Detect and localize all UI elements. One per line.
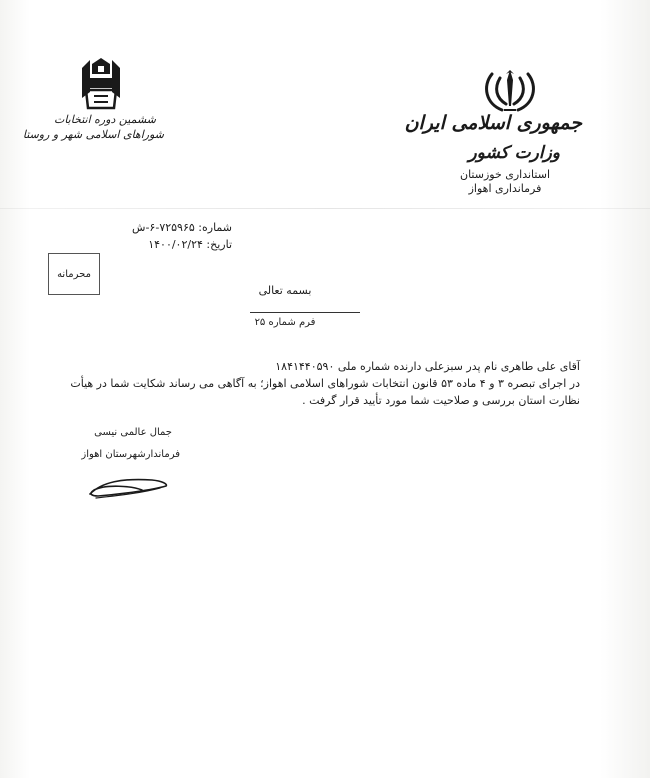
election-council-name: شوراهای اسلامی شهر و روستا	[22, 128, 164, 141]
body-line-2: در اجرای تبصره ۳ و ۴ ماده ۵۳ قانون انتخابات شوراهای اسلامی اهواز؛ به آگاهی می رساند شکایت شما در هیأت	[70, 377, 580, 390]
ballot-box-emblem-icon	[74, 58, 128, 114]
signer-title: فرماندارشهرستان اهواز	[81, 449, 180, 460]
body-line-3: نظارت استان بررسی و صلاحیت شما مورد تأیید قرار گرفت .	[302, 394, 580, 407]
signer-name: جمال عالمی نیسی	[94, 427, 172, 438]
iran-emblem-icon	[480, 66, 540, 116]
letter-date	[112, 238, 232, 251]
heading-divider	[250, 312, 360, 313]
letter-number	[112, 221, 232, 234]
confidential-stamp: محرمانه	[48, 253, 100, 295]
election-period: ششمین دوره انتخابات	[53, 113, 156, 126]
form-number: فرم شماره ۲۵	[254, 317, 316, 328]
body-line-1: آقای علی طاهری نام پدر سبزعلی دارنده شماره ملی ۱۸۴۱۴۴۰۵۹۰	[275, 360, 580, 373]
ministry-name: وزارت کشور	[468, 143, 560, 163]
letter-body	[60, 358, 580, 409]
paper-fold-line	[0, 208, 650, 209]
number-value: ۷۲۵۹۶۵-۶-ش	[132, 221, 195, 234]
government-title: جمهوری اسلامی ایران	[404, 112, 582, 134]
invocation-heading: بسمه تعالی	[258, 284, 312, 297]
handwritten-signature-icon	[82, 472, 174, 504]
date-value: ۱۴۰۰/۰۲/۲۴	[148, 238, 203, 251]
province-office: استانداری خوزستان	[459, 168, 550, 181]
governorate-office: فرمانداری اهواز	[468, 182, 542, 195]
date-label: تاریخ:	[206, 238, 232, 251]
number-label: شماره:	[198, 221, 232, 234]
